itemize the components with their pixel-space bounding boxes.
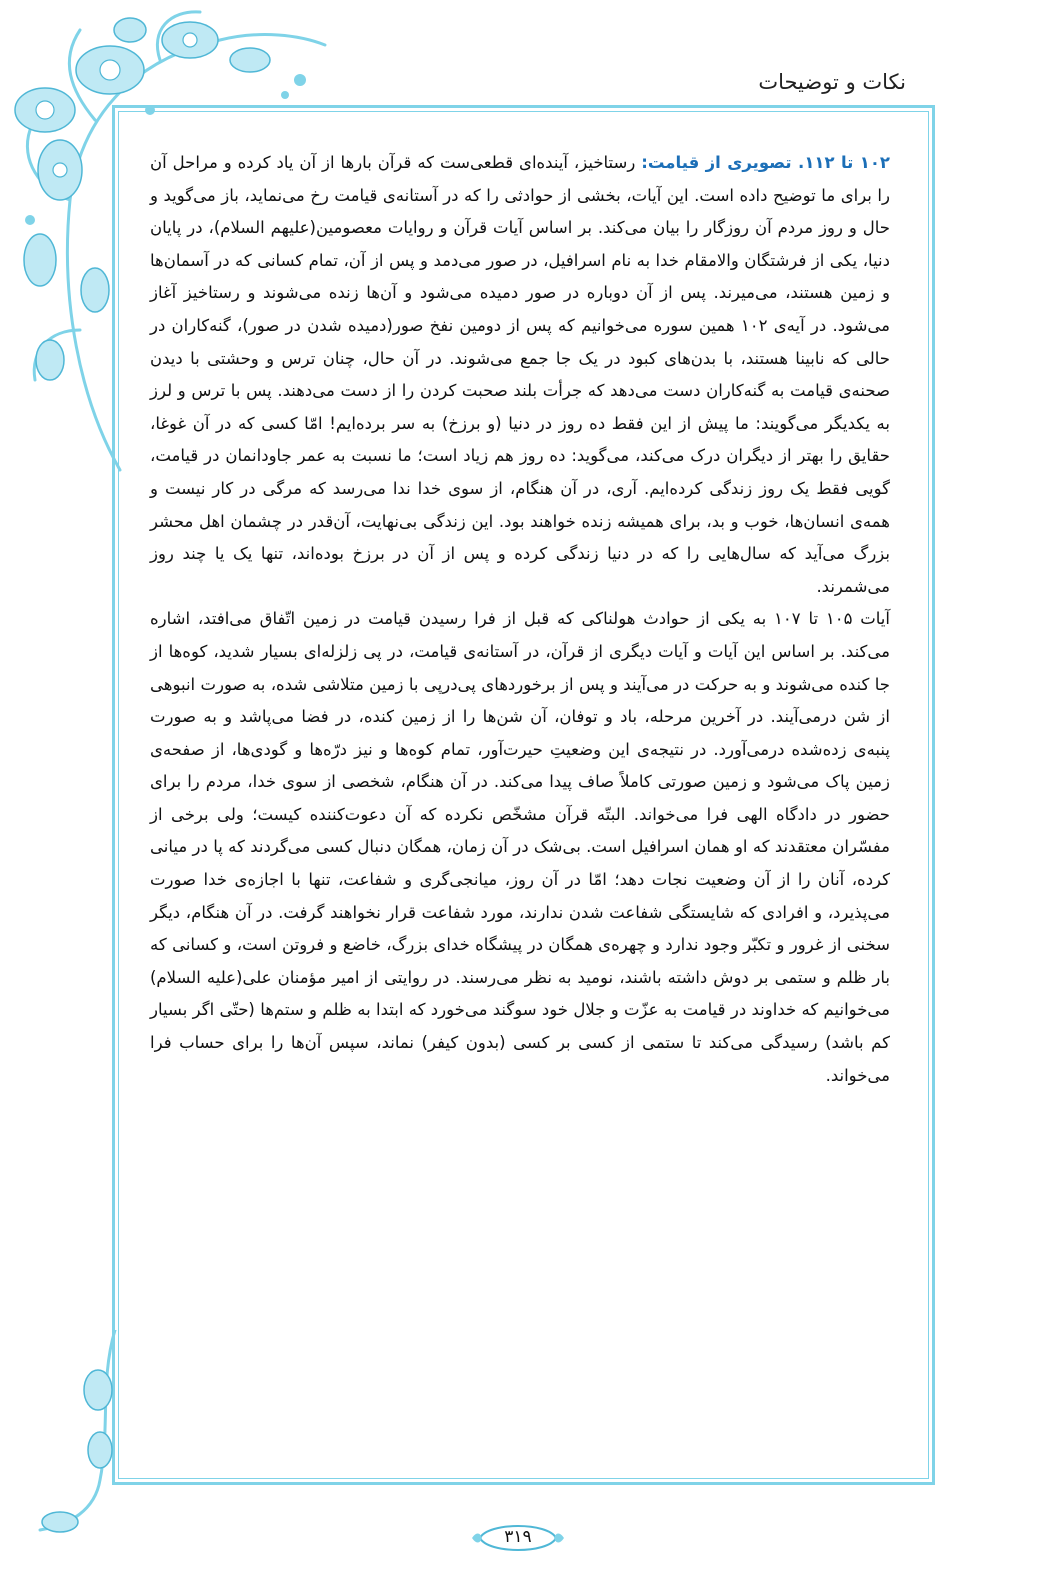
paragraph-1 — [150, 147, 890, 603]
paragraph-2-text: آیات ۱۰۵ تا ۱۰۷ به یکی از حوادث هولناکی که قبل از فرا رسیدن قیامت در زمین اتّفاق می‌افتد، اشاره می‌کند. بر اساس این آیات و آیات دیگری از قرآن، در آستانه‌ی قیامت، در پی زلزله‌ای بسیار شدید، کوه‌ها از جا کنده می‌شوند و به حرکت در می‌آیند و پس از برخوردهای پی‌درپی با زمین متلاشی شده، به صورت انبوهی از شن درمی‌آیند. در آخرین مرحله، باد و توفان، آن شن‌ها را از زمین کنده، در فضا می‌پاشد و به صورت پنبه‌ی زده‌شده درمی‌آورد. در نتیجه‌ی این وضعیتِ حیرت‌آور، تمام کوه‌ها و نیز درّه‌ها و گودی‌ها، از صفحه‌ی زمین پاک می‌شود و زمین صورتی کاملاً صاف پیدا می‌کند. در آن هنگام، شخصی از سوی خدا، مردم را برای حضور در دادگاه الهی فرا می‌خواند. البتّه قرآن مشخّص نکرده که آن دعوت‌کننده کیست؛ ولی برخی از مفسّران معتقدند که او همان اسرافیل است. بی‌شک در آن زمان، همگان دنبال کسی می‌گردند که پا در میانی کرده، آنان را از آن وضعیت نجات دهد؛ امّا در آن روز، میانجی‌گری و شفاعت، تنها با اجازه‌ی خدا صورت می‌پذیرد، و افرادی که شایستگی شفاعت شدن ندارند، مورد شفاعت قرار نخواهند گرفت. در آن هنگام، دیگر سخنی از غرور و تکبّر وجود ندارد و چهره‌ی همگان در پیشگاه خدای بزرگ، خاضع و فروتن است، و کسانی که بار ظلم و ستمی بر دوش داشته باشند، نومید به نظر می‌رسند. در روایتی از امیر مؤمنان علی(علیه السلام) می‌خوانیم که خداوند در قیامت به عزّت و جلال خود سوگند می‌خورد که ابتدا به ظلم و ستم‌ها (حتّی اگر بسیار کم باشد) رسیدگی می‌کند تا ستمی از کسی بر کسی (بدون کیفر) نماند، سپس آن‌ها را برای حساب فرا می‌خواند. — [150, 609, 890, 1085]
paragraph-2 — [150, 603, 890, 1092]
page-header-title: نکات و توضیحات — [758, 70, 906, 94]
page-number: ۳۱۹ — [504, 1527, 532, 1547]
verse-range-heading: ۱۰۲ تا ۱۱۲. تصویری از قیامت: — [641, 153, 890, 172]
page-number-badge — [470, 1516, 566, 1560]
floral-border-icon — [0, 1330, 130, 1540]
commentary-body — [150, 147, 890, 1092]
paragraph-1-text: رستاخیز، آینده‌ای قطعی‌ست که قرآن بارها از آن یاد کرده و مراحل آن را برای ما توضیح داده است. این آیات، بخشی از حوادثی را که در آستانه‌ی قیامت رخ می‌نماید، باز می‌گوید و حال و روز مردم آن روزگار را بیان می‌کند. بر اساس آیات قرآن و روایات معصومین(علیهم السلام)، در پایان دنیا، یکی از فرشتگان والامقام خدا به نام اسرافیل، در صور می‌دمد و پس از آن، تمام کسانی که در آسمان‌ها و زمین هستند، می‌میرند. پس از آن دوباره در صور دمیده می‌شود و آن‌ها زنده می‌شوند و رستاخیز آغاز می‌شود. در آیه‌ی ۱۰۲ همین سوره می‌خوانیم که پس از دومین نفخ صور(دمیده شدن در صور)، گنه‌کاران در حالی که نابینا هستند، با بدن‌های کبود در یک جا جمع می‌شوند. در آن حال، چنان ترس و وحشتی با دیدن صحنه‌ی قیامت به گنه‌کاران دست می‌دهد که جرأت بلند صحبت کردن را از دست می‌دهند. پس با ترس و لرز به یکدیگر می‌گویند: ما پیش از این فقط ده روز در دنیا (و برزخ) به سر برده‌ایم! امّا کسی که در آن غوغا، حقایق را بهتر از دیگران درک می‌کند، می‌گوید: ده روز هم زیاد است؛ ما نسبت به عمر جاودانمان در قیامت، گویی فقط یک روز زندگی کرده‌ایم. آری، در آن هنگام، از سوی خدا ندا می‌رسد که مرگی در کار نیست و همه‌ی انسان‌ها، خوب و بد، برای همیشه زنده خواهند بود. این زندگی بی‌نهایت، آن‌قدر در چشمان اهل محشر بزرگ می‌آید که سال‌هایی را که در دنیا زندگی کرده و پس از آن در برزخ بوده‌اند، تنها یک یا چند روز می‌شمرند. — [150, 153, 890, 596]
